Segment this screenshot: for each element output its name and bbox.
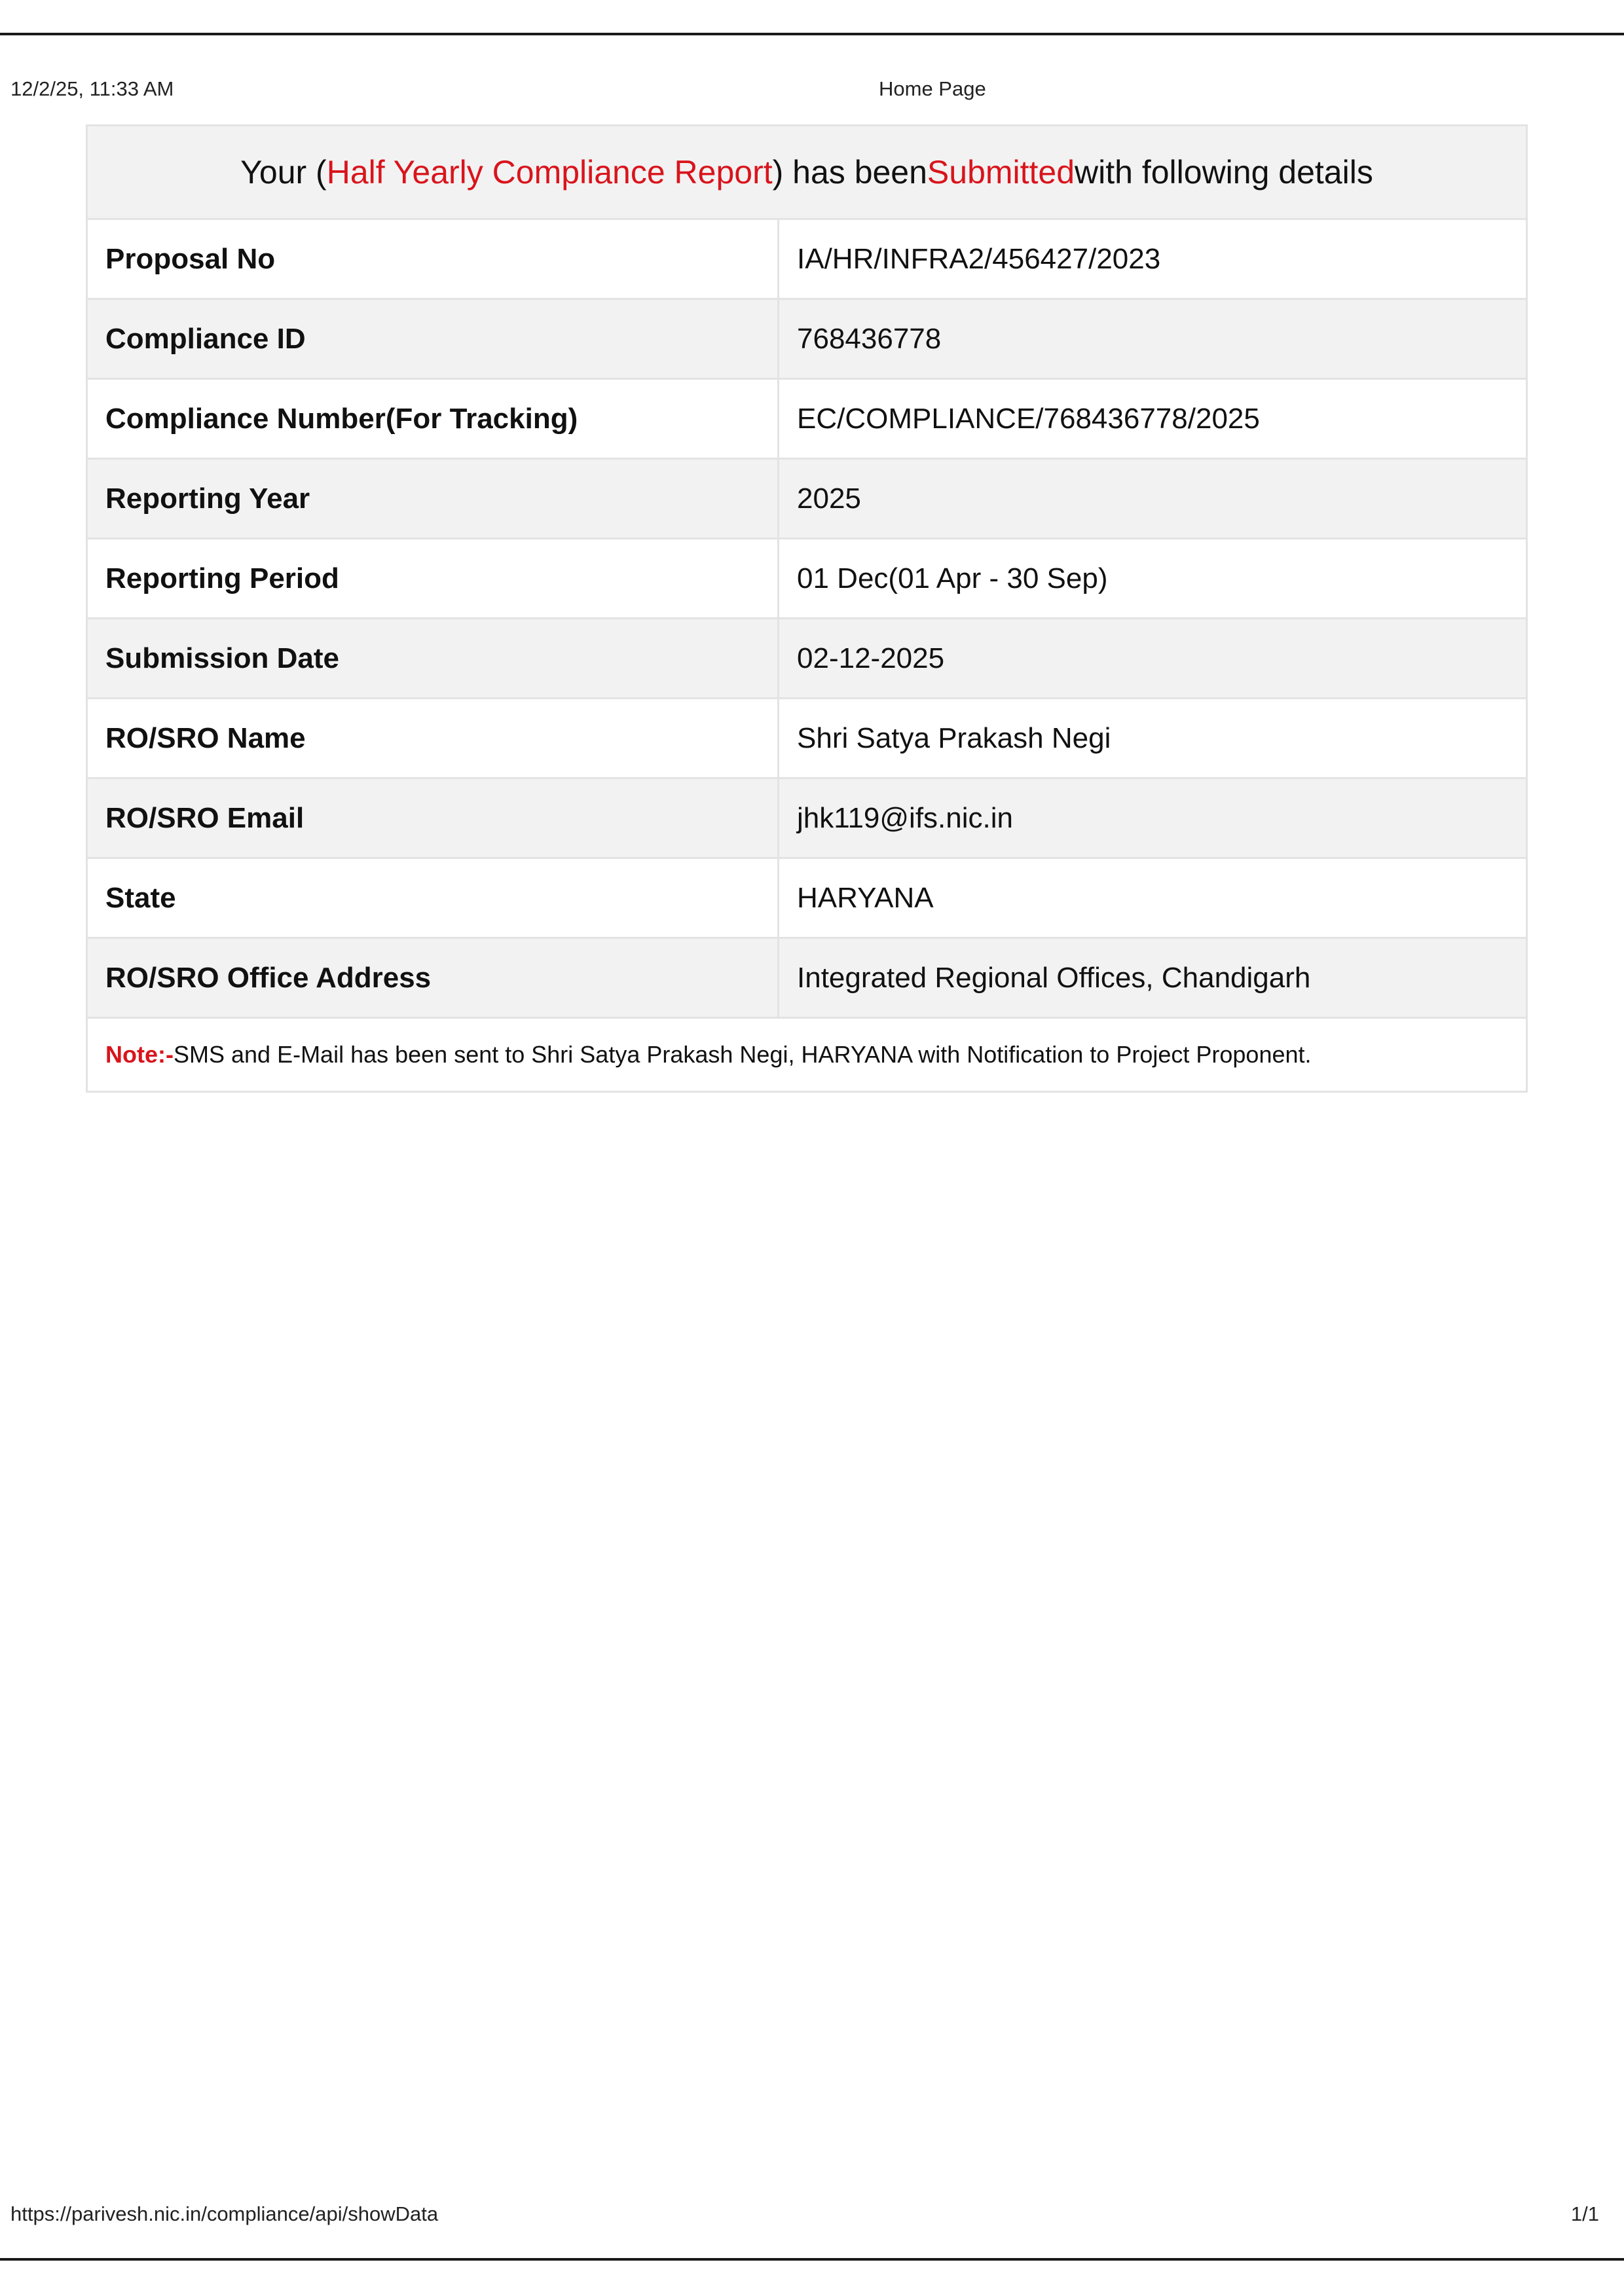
print-header: [0, 73, 1624, 106]
row-label: Proposal No: [88, 220, 779, 298]
table-row: [88, 220, 1526, 300]
row-value: 01 Dec(01 Apr - 30 Sep): [797, 562, 1108, 594]
row-value: HARYANA: [797, 881, 934, 914]
table-row: [88, 380, 1526, 460]
row-label: Compliance Number(For Tracking): [88, 380, 779, 458]
print-url: https://parivesh.nic.in/compliance/api/showData: [10, 2202, 439, 2225]
print-datetime: 12/2/25, 11:33 AM: [10, 77, 174, 100]
table-row: [88, 300, 1526, 380]
print-page-title: Home Page: [879, 77, 986, 100]
row-value: Integrated Regional Offices, Chandigarh: [797, 961, 1311, 994]
table-row: [88, 859, 1526, 939]
page-bottom-edge: [0, 2258, 1624, 2261]
notification-note: [88, 1019, 1526, 1091]
heading-suffix: with following details: [1075, 154, 1373, 191]
heading-report-type: Half Yearly Compliance Report: [326, 154, 773, 191]
table-row: [88, 539, 1526, 619]
row-label: RO/SRO Office Address: [88, 939, 779, 1017]
page-top-edge: [0, 33, 1624, 35]
heading-middle: ) has been: [772, 154, 927, 191]
table-row: [88, 460, 1526, 539]
row-value: 768436778: [797, 322, 942, 355]
row-label: State: [88, 859, 779, 937]
row-value: 02-12-2025: [797, 642, 945, 674]
table-row: [88, 939, 1526, 1019]
row-value: EC/COMPLIANCE/768436778/2025: [797, 402, 1260, 435]
report-heading: [88, 126, 1526, 220]
page-count: 1/1: [1570, 2202, 1599, 2225]
row-value: Shri Satya Prakash Negi: [797, 721, 1111, 754]
heading-status: Submitted: [927, 154, 1075, 191]
compliance-report-table: [86, 124, 1528, 1093]
row-label: Submission Date: [88, 619, 779, 697]
table-row: [88, 779, 1526, 859]
row-label: Reporting Year: [88, 460, 779, 538]
row-value: jhk119@ifs.nic.in: [797, 801, 1013, 834]
row-label: RO/SRO Name: [88, 699, 779, 777]
row-value: 2025: [797, 482, 861, 515]
print-footer: [0, 2198, 1624, 2231]
heading-prefix: Your (: [240, 154, 327, 191]
row-value: IA/HR/INFRA2/456427/2023: [797, 242, 1161, 275]
row-label: Compliance ID: [88, 300, 779, 378]
note-text: SMS and E-Mail has been sent to Shri Satya Prakash Negi, HARYANA with Notification to Project Proponent.: [173, 1041, 1312, 1068]
row-label: RO/SRO Email: [88, 779, 779, 857]
table-row: [88, 619, 1526, 699]
note-label: Note:-: [105, 1041, 174, 1068]
row-label: Reporting Period: [88, 539, 779, 617]
table-row: [88, 699, 1526, 779]
